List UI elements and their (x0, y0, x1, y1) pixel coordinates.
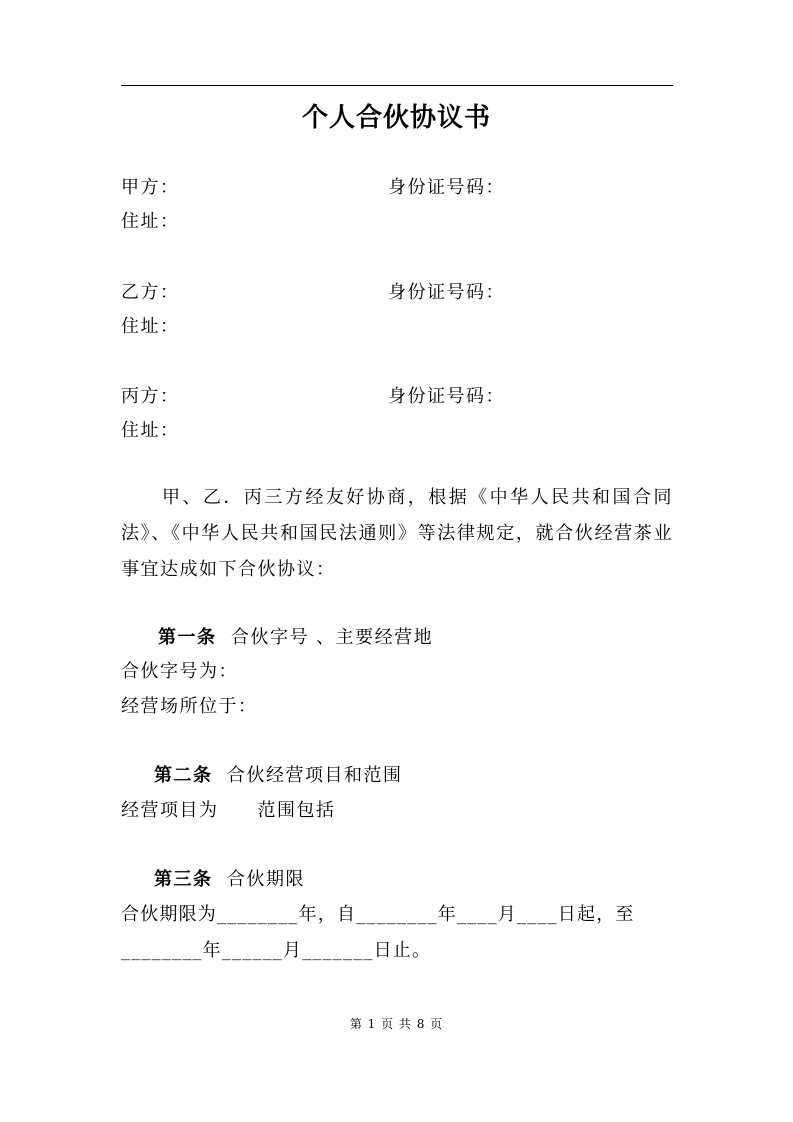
article-3-heading (154, 868, 305, 892)
party-a-id-label: 身份证号码： (388, 177, 505, 198)
article-2-heading (154, 764, 402, 788)
article-2-number: 第二条 (154, 765, 213, 786)
intro-paragraph: 甲、乙．丙三方经友好协商，根据《中华人民共和国合同法》、《中华人民共和国民法通则》等法律规定，就合伙经营茶业事宜达成如下合伙协议： (121, 487, 673, 580)
article-1-line-2: 经营场所位于： (121, 696, 258, 717)
header-rule (121, 85, 673, 86)
article-1-heading (158, 626, 433, 650)
party-b-address-label: 住址： (121, 316, 180, 337)
article-2-title: 合伙经营项目和范围 (226, 765, 403, 786)
article-1-line-1: 合伙字号为： (121, 661, 238, 682)
article-1-number: 第一条 (158, 627, 217, 648)
party-c-label: 丙方： (121, 386, 180, 407)
article-1-title: 合伙字号 、主要经营地 (230, 627, 434, 648)
party-a-address-label: 住址： (121, 211, 180, 232)
article-3-title: 合伙期限 (226, 869, 305, 890)
article-3-line-2: ________年______月_______日止。 (121, 940, 432, 961)
article-3-number: 第三条 (154, 869, 213, 890)
party-a-label: 甲方： (121, 177, 180, 198)
page-footer: 第 1 页 共 8 页 (349, 1017, 444, 1031)
document-title: 个人合伙协议书 (301, 103, 491, 133)
party-c-address-label: 住址： (121, 420, 180, 441)
party-b-label: 乙方： (121, 282, 180, 303)
party-c-id-label: 身份证号码： (388, 386, 505, 407)
article-2-line-1: 经营项目为 范围包括 (121, 800, 336, 821)
party-b-id-label: 身份证号码： (388, 282, 505, 303)
article-3-line-1: 合伙期限为________年，自________年____月____日起，至 (121, 904, 635, 925)
